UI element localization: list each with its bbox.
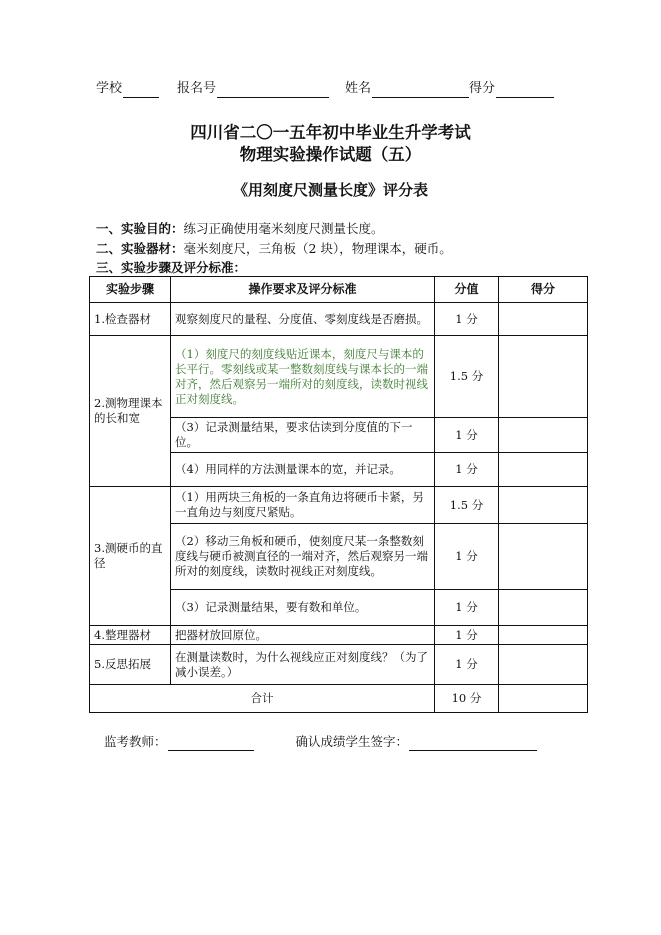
equipment-heading: 二、实验器材： xyxy=(96,241,184,256)
signature-line xyxy=(104,733,537,751)
requirement-text: 观察刻度尺的量程、分度值、零刻度线是否磨损。 xyxy=(171,303,435,336)
points-value: 1.5 分 xyxy=(435,487,499,524)
requirement-text: （1）刻度尺的刻度线贴近课本，刻度尺与课本的长平行。零刻线或某一整数刻度线与课本长的一端对齐，然后观察另一端所对的刻度线，读数时视线正对刻度线。 xyxy=(171,336,435,418)
score-cell[interactable] xyxy=(499,418,588,453)
requirement-text: （1）用两块三角板的一条直角边将硬币卡紧，另一直角边与刻度尺紧贴。 xyxy=(171,487,435,524)
requirement-text: （2）移动三角板和硬币，使刻度尺某一条整数刻度线与硬币被测直径的一端对齐，然后观察另一端所对的刻度线，读数时视线正对刻度线。 xyxy=(171,524,435,590)
equipment-section xyxy=(96,240,452,257)
step-label: 1.检查器材 xyxy=(90,303,171,336)
points-value: 1 分 xyxy=(435,303,499,336)
header-points: 分值 xyxy=(435,277,499,303)
step-label: 5.反思拓展 xyxy=(90,645,171,685)
score-cell[interactable] xyxy=(499,303,588,336)
header-requirements: 操作要求及评分标准 xyxy=(171,277,435,303)
table-row xyxy=(90,626,588,645)
score-cell[interactable] xyxy=(499,626,588,645)
score-cell[interactable] xyxy=(499,645,588,685)
exam-title: 四川省二〇一五年初中毕业生升学考试 xyxy=(190,123,471,142)
step-label: 2.测物理课本的长和宽 xyxy=(90,336,171,487)
total-row xyxy=(90,685,588,713)
header-step: 实验步骤 xyxy=(90,277,171,303)
table-header-row xyxy=(90,277,588,303)
points-value: 1 分 xyxy=(435,418,499,453)
points-value: 1 分 xyxy=(435,524,499,590)
score-cell[interactable] xyxy=(499,487,588,524)
purpose-text: 练习正确使用毫米刻度尺测量长度。 xyxy=(183,221,384,236)
points-value: 1 分 xyxy=(435,590,499,626)
points-value: 1 分 xyxy=(435,626,499,645)
step-label: 3.测硬币的直径 xyxy=(90,487,171,626)
table-row xyxy=(90,336,588,418)
score-label: 得分 xyxy=(469,81,496,96)
student-signature-field[interactable] xyxy=(409,736,537,751)
name-label: 姓名 xyxy=(345,81,372,96)
header-score: 得分 xyxy=(499,277,588,303)
purpose-heading: 一、实验目的： xyxy=(96,221,184,236)
requirement-text: （4）用同样的方法测量课本的宽，并记录。 xyxy=(171,453,435,487)
table-row xyxy=(90,303,588,336)
score-cell[interactable] xyxy=(499,590,588,626)
form-title: 《用刻度尺测量长度》评分表 xyxy=(232,181,428,199)
teacher-signature-field[interactable] xyxy=(168,736,254,751)
table-row xyxy=(90,645,588,685)
points-value: 1 分 xyxy=(435,645,499,685)
total-label: 合计 xyxy=(90,685,435,713)
requirement-text: 在测量读数时，为什么视线应正对刻度线？（为了减小误差。） xyxy=(171,645,435,685)
step-label: 4.整理器材 xyxy=(90,626,171,645)
exam-subtitle: 物理实验操作试题（五） xyxy=(239,145,422,164)
scoring-table xyxy=(89,276,588,713)
score-cell[interactable] xyxy=(499,453,588,487)
school-label: 学校 xyxy=(96,81,123,96)
requirement-text: 把器材放回原位。 xyxy=(171,626,435,645)
requirement-text: （3）记录测量结果，要求估读到分度值的下一位。 xyxy=(171,418,435,453)
score-cell[interactable] xyxy=(499,336,588,418)
steps-heading: 三、实验步骤及评分标准： xyxy=(96,260,247,275)
teacher-label: 监考教师： xyxy=(104,734,167,749)
score-field[interactable] xyxy=(496,83,554,98)
reg-number-field[interactable] xyxy=(217,83,329,98)
points-value: 1 分 xyxy=(435,453,499,487)
steps-section xyxy=(96,259,246,276)
name-field[interactable] xyxy=(372,83,469,98)
student-label: 确认成绩学生签字： xyxy=(295,734,409,749)
table-row xyxy=(90,487,588,524)
equipment-text: 毫米刻度尺，三角板（2 块），物理课本，硬币。 xyxy=(183,241,452,256)
total-score-cell[interactable] xyxy=(499,685,588,713)
school-field[interactable] xyxy=(123,83,159,98)
header-fields xyxy=(96,80,576,98)
score-cell[interactable] xyxy=(499,524,588,590)
requirement-text: （3）记录测量结果，要有数和单位。 xyxy=(171,590,435,626)
purpose-section xyxy=(96,220,384,237)
total-points: 10 分 xyxy=(435,685,499,713)
points-value: 1.5 分 xyxy=(435,336,499,418)
reg-number-label: 报名号 xyxy=(177,81,217,96)
